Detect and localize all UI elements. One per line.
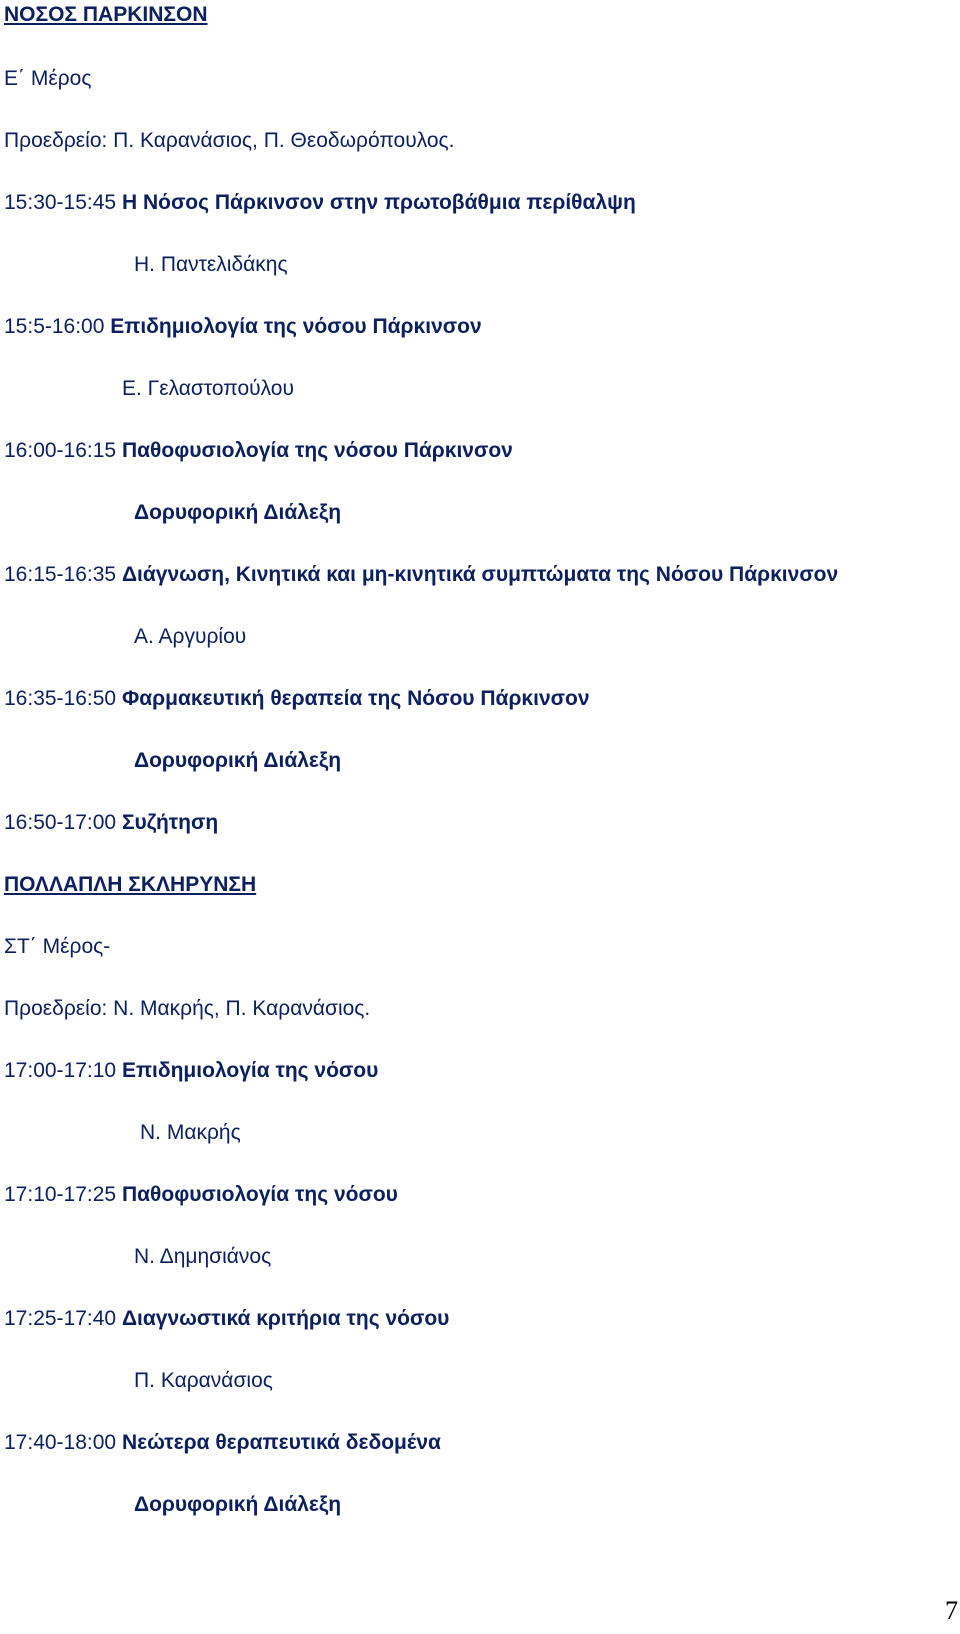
session-line: [4, 1430, 441, 1456]
session-line: [4, 562, 838, 588]
session-line: [4, 686, 590, 712]
session-line: [4, 438, 513, 464]
session-title: Διαγνωστικά κριτήρια της νόσου: [121, 1307, 450, 1330]
session-time: 17:40-18:00: [4, 1431, 117, 1454]
session-title: Νεώτερα θεραπευτικά δεδομένα: [121, 1431, 441, 1454]
session-title: Η Νόσος Πάρκινσον στην πρωτοβάθμια περίθαλψη: [121, 191, 636, 214]
session-satellite-lecture: Δορυφορική Διάλεξη: [134, 501, 342, 524]
section-heading-ms: ΠΟΛΛΑΠΛΗ ΣΚΛΗΡΥΝΣΗ: [4, 873, 257, 896]
session-title: Παθοφυσιολογία της νόσου Πάρκινσον: [121, 439, 513, 462]
session-title: Φαρμακευτική θεραπεία της Νόσου Πάρκινσον: [121, 687, 590, 710]
session-title: Διάγνωση, Κινητικά και μη-κινητικά συμπτώματα της Νόσου Πάρκινσον: [121, 563, 839, 586]
section-chairs: Προεδρείο: Ν. Μακρής, Π. Καρανάσιος.: [4, 997, 371, 1020]
session-line: [4, 190, 636, 216]
page-number: 7: [945, 1596, 958, 1625]
session-time: 17:00-17:10: [4, 1059, 117, 1082]
session-speaker: Ν. Μακρής: [140, 1121, 241, 1144]
session-speaker: Η. Παντελιδάκης: [134, 253, 288, 276]
session-satellite-lecture: Δορυφορική Διάλεξη: [134, 1493, 342, 1516]
session-time: 17:25-17:40: [4, 1307, 117, 1330]
session-title: Συζήτηση: [121, 811, 219, 834]
session-time: 16:00-16:15: [4, 439, 117, 462]
section-heading-parkinson: ΝΟΣΟΣ ΠΑΡΚΙΝΣΟΝ: [4, 3, 208, 26]
session-speaker: Ν. Δημησιάνος: [134, 1245, 272, 1268]
session-time: 15:5-16:00: [4, 315, 105, 338]
section-part-label: ΣΤ΄ Μέρος-: [4, 935, 111, 958]
session-line: [4, 314, 482, 340]
section-part-label: Ε΄ Μέρος: [4, 67, 92, 90]
section-chairs: Προεδρείο: Π. Καρανάσιος, Π. Θεοδωρόπουλος.: [4, 129, 455, 152]
session-time: 16:35-16:50: [4, 687, 117, 710]
session-satellite-lecture: Δορυφορική Διάλεξη: [134, 749, 342, 772]
session-time: 16:50-17:00: [4, 811, 117, 834]
session-line: [4, 810, 218, 836]
session-speaker: Α. Αργυρίου: [134, 625, 247, 648]
session-line: [4, 1058, 378, 1084]
session-speaker: Π. Καρανάσιος: [134, 1369, 273, 1392]
session-line: [4, 1306, 449, 1332]
session-speaker: Ε. Γελαστοπούλου: [122, 377, 294, 400]
session-time: 16:15-16:35: [4, 563, 117, 586]
session-time: 17:10-17:25: [4, 1183, 117, 1206]
session-title: Παθοφυσιολογία της νόσου: [121, 1183, 398, 1206]
session-title: Επιδημιολογία της νόσου Πάρκινσον: [110, 315, 482, 338]
session-time: 15:30-15:45: [4, 191, 117, 214]
session-title: Επιδημιολογία της νόσου: [121, 1059, 379, 1082]
session-line: [4, 1182, 398, 1208]
